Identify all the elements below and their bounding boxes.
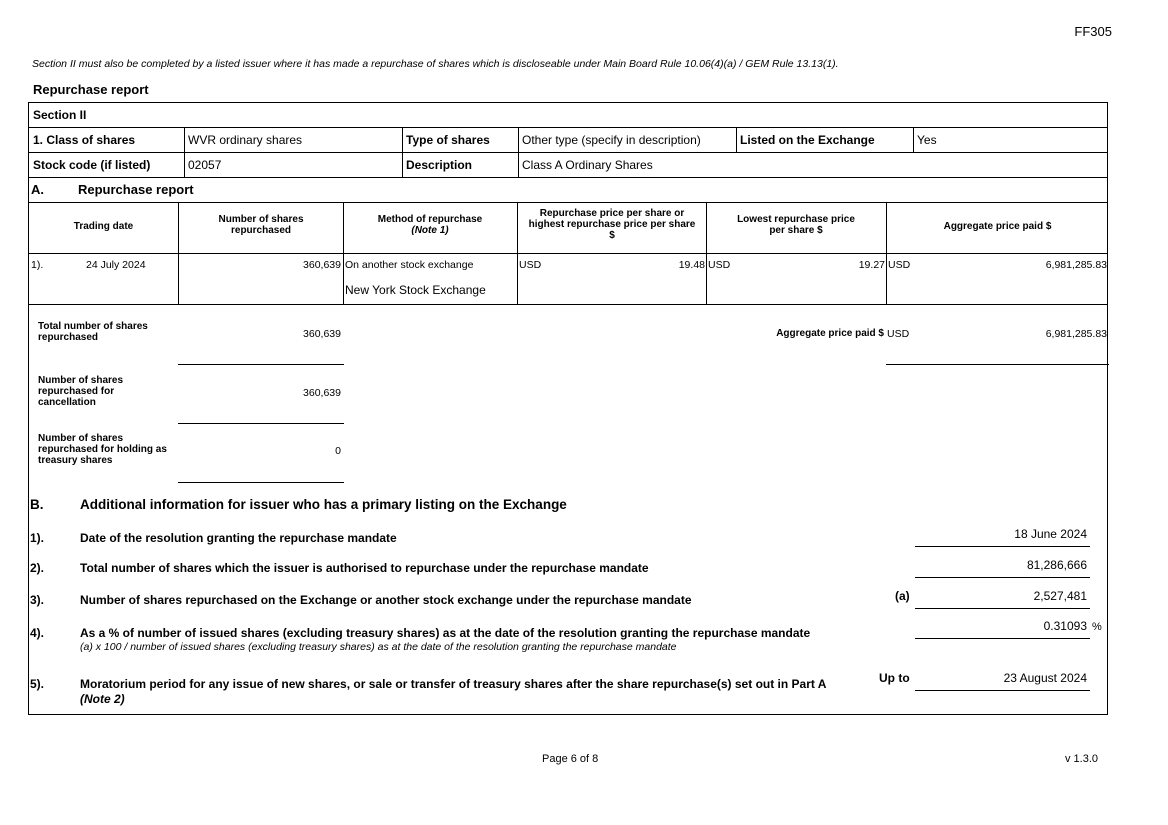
header-price: Repurchase price per share or highest repurchase price per share $: [528, 208, 696, 241]
part-a-title: Repurchase report: [78, 182, 194, 197]
b5-sub: (Note 2): [80, 692, 125, 706]
section-title: Section II: [33, 108, 87, 122]
cancel-label: Number of shares repurchased for cancellation: [38, 375, 124, 408]
total-shares-value: 360,639: [303, 328, 341, 340]
header-trading-date: Trading date: [73, 221, 134, 232]
header-aggregate: Aggregate price paid $: [943, 221, 1052, 232]
b1-index: 1).: [30, 531, 45, 545]
b4-label: As a % of number of issued shares (excluding treasury shares) as at the date of the resolution granting the repurchase mandate: [80, 626, 811, 640]
type-label: Type of shares: [406, 133, 490, 147]
row-method: On another stock exchange: [345, 259, 474, 271]
b1-label: Date of the resolution granting the repurchase mandate: [80, 531, 397, 545]
stock-code-label: Stock code (if listed): [33, 158, 151, 172]
form-code: FF305: [1074, 24, 1112, 39]
class-value: WVR ordinary shares: [188, 133, 303, 147]
b5-index: 5).: [30, 677, 45, 691]
b4-unit: %: [1092, 621, 1102, 633]
description-label: Description: [406, 158, 473, 172]
header-num-shares: Number of shares repurchased: [218, 214, 304, 236]
b3-value: 2,527,481: [1033, 589, 1087, 603]
b4-value: 0.31093: [1043, 619, 1087, 633]
part-a-letter: A.: [31, 182, 44, 197]
total-shares-label: Total number of shares repurchased: [38, 321, 148, 343]
b5-label: Moratorium period for any issue of new shares, or sale or transfer of treasury shares after the share repurchase(s) set out in Part A: [80, 677, 827, 691]
total-agg-value: 6,981,285.83: [1045, 328, 1107, 340]
treasury-label: Number of shares repurchased for holding as treasury shares: [38, 433, 167, 466]
b2-label: Total number of shares which the issuer is authorised to repurchase under the repurchase mandate: [80, 561, 649, 575]
row-price-ccy: USD: [519, 259, 542, 271]
report-title: Repurchase report: [33, 82, 149, 97]
b2-index: 2).: [30, 561, 45, 575]
listed-value: Yes: [917, 133, 937, 147]
header-method-note: (Note 1): [411, 225, 449, 236]
row-exchange: New York Stock Exchange: [345, 283, 486, 297]
header-lowest: Lowest repurchase price per share $: [737, 214, 855, 236]
header-method: [343, 214, 517, 236]
b5-tag: Up to: [879, 671, 910, 685]
row-price: 19.48: [678, 259, 705, 271]
cancel-value: 360,639: [303, 387, 341, 399]
b3-tag: (a): [895, 589, 910, 603]
b4-index: 4).: [30, 626, 45, 640]
b5-value: 23 August 2024: [1003, 671, 1087, 685]
b3-index: 3).: [30, 593, 45, 607]
section-ii-box: [28, 102, 1108, 715]
intro-note: Section II must also be completed by a listed issuer where it has made a repurchase of shares which is discloseable under Main Board Rule 10.06(4)(a) / GEM Rule 13.13(1).: [32, 58, 839, 70]
page-number: Page 6 of 8: [542, 753, 599, 765]
row-date: 24 July 2024: [86, 259, 146, 271]
version: v 1.3.0: [1064, 753, 1098, 765]
row-lowest-ccy: USD: [708, 259, 731, 271]
treasury-value: 0: [335, 445, 341, 457]
row-agg-ccy: USD: [888, 259, 911, 271]
b1-value: 18 June 2024: [1014, 527, 1087, 541]
part-b-letter: B.: [30, 497, 44, 512]
description-value: Class A Ordinary Shares: [522, 158, 653, 172]
type-value: Other type (specify in description): [522, 133, 701, 147]
b3-label: Number of shares repurchased on the Exchange or another stock exchange under the repurchase mandate: [80, 593, 692, 607]
row-lowest: 19.27: [858, 259, 885, 271]
b4-sub: (a) x 100 / number of issued shares (excluding treasury shares) as at the date of the resolution granting the repurchase mandate: [80, 641, 677, 653]
listed-label: Listed on the Exchange: [740, 133, 875, 147]
row-agg: 6,981,285.83: [1045, 259, 1107, 271]
row-index: 1).: [31, 259, 44, 271]
class-label: 1. Class of shares: [33, 133, 136, 147]
stock-code-value: 02057: [188, 158, 222, 172]
header-method-label: Method of repurchase: [377, 214, 483, 225]
total-agg-ccy: USD: [887, 328, 910, 340]
total-agg-label: Aggregate price paid $: [776, 328, 884, 339]
row-num-shares: 360,639: [303, 259, 341, 271]
b2-value: 81,286,666: [1026, 558, 1087, 572]
part-b-title: Additional information for issuer who has a primary listing on the Exchange: [80, 497, 567, 512]
